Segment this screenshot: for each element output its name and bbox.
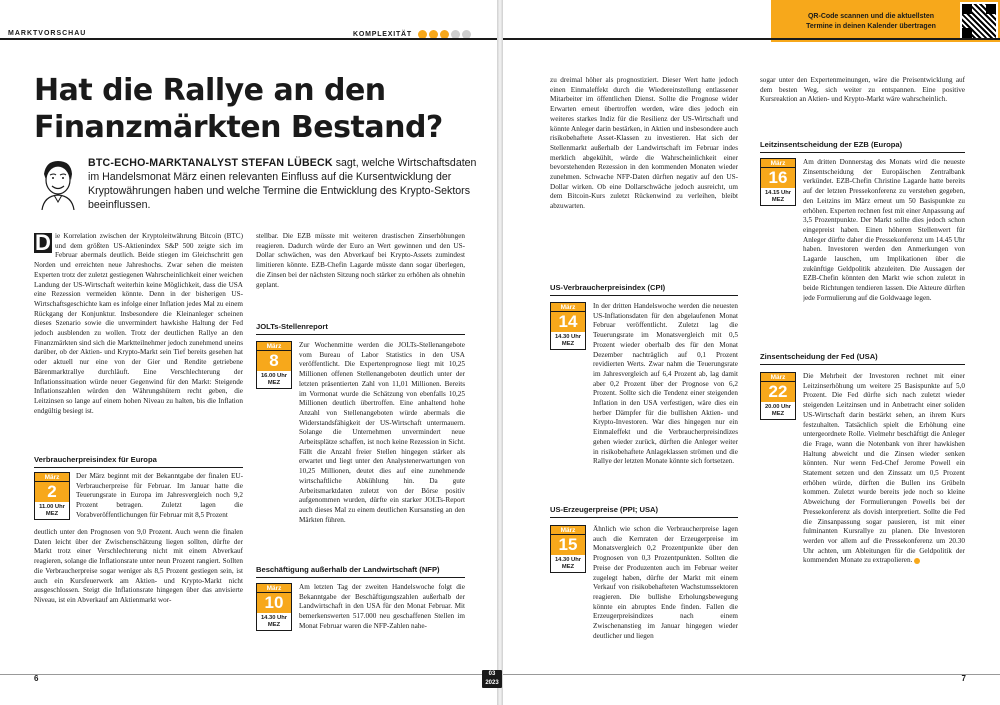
body-text: ie Korrelation zwischen der Kryptoleitwährung Bitcoin (BTC) und dem größten US-Aktienindex S&P 500 zeigte sich im Februar abermals deutlich. Beide stiegen im Gleichschritt gen Norden und erreichten neue Jahreshochs. Zwar sehen die meisten Experten trotz der zuletzt gestiegenen Wahrscheinlichkeit einer weichen Landung der US-Wirtschaft weiterhin keine Möglichkeit, dass die USA eine Rezession vermeiden könnte. Denn in der bisherigen US-Wirtschaftsgeschichte kam es infolge einer Inflation jedes Mal zu einem Rückgang der Konjunktur. Insbesondere die Kleinanleger scheinen dieses Szenario sowie die unvermindert hawkishe Haltung der Fed jedoch ausblenden zu wollen. Trotz der deutlichen Rallye an den Finanzmärkten sind sich die Marktteilnehmer jedoch zunehmend uneins darüber, ob der Aktien- und Krypto-Markt sein Tief bereits gesehen hat oder aktuell nur eine von der Gier und Rendite getriebene Bärenmarktrallye durchläuft. Eine Verschlechterung der Inflationssituation würde neuer Gegenwind für den Markt: Steigende Inflationszahlen würden den Währungshütern recht geben, die Leitzinsen so lange auf einem hohen Niveau zu halten, bis die Inflation endgültig besiegt ist. — [34, 232, 243, 415]
section-label: MARKTVORSCHAU — [8, 30, 87, 37]
qr-banner-line-2: Termine in deinen Kalender übertragen — [806, 23, 936, 30]
calendar-month: März — [35, 473, 69, 482]
column-1-top — [34, 232, 243, 456]
subheading-ecb: Leitzinsentscheidung der EZB (Europa) — [760, 140, 965, 153]
column-4-bottom — [803, 372, 965, 616]
calendar-badge — [760, 158, 796, 206]
qr-banner — [771, 0, 961, 42]
body-text: zu dreimal höher als prognostiziert. Dieser Wert hatte jedoch einen Einmaleffekt durch die Wiedereinstellung entlassener Mitarbeiter im öffentlichen Dienst. Sollte die Prognose wider Erwarten erneut übertroffen werden, wäre dies jedoch ein weiteres starkes Indiz für die Resilienz der US-Wirtschaft und könnte Anleger darin bestärken, in Aktien und insbesondere auch risikobehaftete Asset-Klassen zu investieren. Hat sich der Stellenmarkt außerhalb der Landwirtschaft im Februar indes merklich abgekühlt, würde die Wahrscheinlichkeit einer bevorstehenden Rezession in den kommenden Monaten wieder zunehmen. Schwache NFP-Daten dürften negativ auf den US-Dollar wirken. Ob eine Dollarschwäche jedoch ausreicht, um dem Bitcoin-Kurs zuletzt Rückenwind zu verleihen, bleibt abzuwarten. — [550, 76, 738, 211]
column-2-middle — [299, 341, 465, 556]
subheading-nfp: Beschäftigung außerhalb der Landwirtschaft (NFP) — [256, 565, 465, 578]
calendar-time: 14.30 Uhr MEZ — [554, 557, 582, 570]
qr-code-pattern — [962, 4, 996, 38]
calendar-badge — [34, 472, 70, 520]
subheading-us-cpi: US-Verbraucherpreisindex (CPI) — [550, 283, 738, 296]
column-3-middle — [593, 302, 738, 497]
calendar-badge — [550, 302, 586, 350]
calendar-badge — [760, 372, 796, 420]
body-text-continued: deutlich unter den Prognosen von 9,0 Prozent. Auch wenn die finalen Daten leicht über der Zwischenschätzung liegen sollten, dürfte der Markt trotz einer Verschlechterung nicht mit einem Abverkauf reagieren, solange die Inflationsrate unter neun Prozent rangiert. Sollten die Verbraucherpreise sogar weniger als 8,5 Prozent gestiegen sein, ist auch ein Kursfeuerwerk am Aktien- und Krypto-Markt nicht ausgeschlossen. Steigt die Inflationsrate hingegen über das anvisierte Niveau, ist ein Abverkauf am Aktienmarkt wor- — [34, 528, 243, 604]
headline-line-2: Finanzmärkten Bestand? — [34, 110, 443, 145]
author-portrait — [38, 158, 78, 210]
column-1-beside-badge — [76, 472, 243, 528]
calendar-month: März — [761, 159, 795, 168]
calendar-time: 14.15 Uhr MEZ — [764, 190, 792, 203]
calendar-time: 14.30 Uhr MEZ — [260, 615, 288, 628]
calendar-day: 22 — [761, 382, 795, 402]
complexity-label: KOMPLEXITÄT — [353, 31, 412, 38]
body-text: sogar unter den Expertenmeinungen, wäre die Preisentwicklung auf dem besten Weg, sich weiter zu entspannen. Eine positive Kursreaktion an Aktien- und Krypto-Markt wäre wahrscheinlich. — [760, 76, 965, 104]
footer-rule — [0, 674, 497, 675]
subheading-jolts: JOLTs-Stellenreport — [256, 322, 465, 335]
header-rule — [503, 38, 1000, 40]
body-text: Zur Wochenmitte werden die JOLTs-Stellenangebote vom Bureau of Labor Statistics in den USA veröffentlicht. Die Expertenprognose liegt mit 10,25 Millionen offenen Stellenangeboten deutlich unter der letzten präsentierten Zahl von 11,01 Millionen. Bereits im Vormonat wurde die Schätzung von ebenfalls 10,25 Millionen deutlich übertroffen. Eine anhaltend hohe Anzahl von Stellenangeboten würde abermals die Widerstandsfähigkeit der US-Wirtschaft untermauern. Solange die Unternehmen unvermindert neue Arbeitsplätze schaffen, ist noch keine Rezession in Sicht. Fällt die Anzahl freier Stellen hingegen stärker als erwartet und liegt unter den Analystenerwartungen von 10,25 Millionen, deutet dies auf eine zunehmende wirtschaftliche Abkühlung hin. Da gute Arbeitsmarktdaten zuletzt von der Börse positiv aufgenommen wurden, dürfte ein starker JOLTs-Report auch dieses Mal zu einem deutlichen Kursanstieg an den Märkten führen. — [299, 341, 465, 524]
calendar-day: 16 — [761, 168, 795, 188]
subheading-us-ppi: US-Erzeugerpreise (PPI; USA) — [550, 505, 738, 518]
calendar-month: März — [761, 373, 795, 382]
calendar-month: März — [551, 303, 585, 312]
qr-banner-line-1: QR-Code scannen und die aktuellsten — [807, 13, 935, 20]
header-rule — [0, 38, 497, 40]
calendar-time: 11.00 Uhr MEZ — [39, 504, 65, 517]
body-text: Die Mehrheit der Investoren rechnet mit einer Leitzinserhöhung um weitere 25 Basispunkte auf 5,0 Prozent. Die Fed dürfte sich nach zuletzt wieder steigenden Leitzinsen und in Anbetracht einer soliden US-Wirtschaft darin bestärkt sehen, an ihrem Kurs festzuhalten. Tatsächlich spielt die Erhöhung eine untergeordnete Rolle. Vielmehr beschäftigt die Anleger die Frage, wann die Notenbank von ihrer hawkishen Haltung abweicht und die Zinsen wieder senken könnten. Nur wenn Fed-Chef Jerome Powell ein Statement setzen und den Zinssatz um 0,5 Prozent erhöhen würde, dürften die Bullen ins Grübeln kommen. Zuletzt wurde bereits jede noch so kleine Abweichung der Formulierungen Powells bei der Pressekonferenz als dovish interpretiert. Sollte die Fed die Zinsanpassung sogar pausieren, ist mit einer fulminanten Kursrallye zu planen. Die Investoren werden vor allem auf die Pressekonferenz um 20.30 Uhr achten, um Ableitungen für die Geldpolitik der kommenden Monate zu extrapolieren. — [803, 372, 965, 565]
end-mark-icon — [914, 558, 920, 564]
page-number-left: 6 — [34, 674, 39, 683]
calendar-month: März — [551, 526, 585, 535]
calendar-time: 16.00 Uhr MEZ — [260, 373, 288, 386]
body-text: stellbar. Die EZB müsste mit weiteren drastischen Zinserhöhungen reagieren. Dadurch würde der Euro an Wert gewinnen und den US-Dollar schwächen, was den Abverkauf bei Krypto-Assets zumindest limitieren könnte. EZB-Chefin Lagarde müsste dann sogar überlegen, die Zinsen bei der nächsten Sitzung noch stärker zu erhöhen als ohnehin geplant. — [256, 232, 465, 289]
calendar-day: 2 — [35, 482, 69, 502]
body-text: Ähnlich wie schon die Verbraucherpreise lagen auch die Kernraten der Erzeugerpreise im Monatsvergleich 0,2 Prozentpunkte über den Prognosen von 0,3 Prozentpunkten. Sollten die Preise der Produzenten auch im Februar weiter zugelegt haben, dürfte der Markt mit einem Verkauf von risikobehafteten Wachstumssektoren reagieren. Die bullishe Erholungsbewegung könnte ein abruptes Ende finden. Fallen die Erzeugerpreisindizes nach einem Zwischenanstieg im Januar hingegen wieder deutlicher und liegen — [593, 525, 738, 640]
body-text: In der dritten Handelswoche werden die neuesten US-Inflationsdaten für den abgelaufenen Monat Februar veröffentlicht. Zuletzt lag die Teuerungsrate im Monatsvergleich mit 0,5 Prozent wieder oberhalb des für den Monat Dezember nachträglich auf 0,1 Prozent revidierten Werts. Zwar nahm die Teuerungsrate im Jahresvergleich auf 6,4 Prozent ab, lag damit aber 0,2 Prozent über der Prognose von 6,2 Prozent. Sollte sich die Tendenz einer steigenden Inflation in den USA verfestigen, wäre dies ein herber Dämpfer für die bullishen Aktien- und Krypto-Investoren. War dies hingegen nur ein Einmaleffekt und die Verbraucherpreisindizes gehen wieder zurück, dürften die Anleger weiter in risikobehaftete Anlageklassen strömen und die Rallye der letzten Monate könnte sich fortsetzen. — [593, 302, 738, 466]
body-text: Der März beginnt mit der Bekanntgabe der finalen EU-Verbraucherpreise für Februar. Im Januar hatte die Teuerungsrate in Europa im Jahresvergleich noch 9,2 Prozent betragen. Zuletzt lagen die Vorabveröffentlichungen für Februar mit 8,5 Prozent — [76, 472, 243, 519]
calendar-badge — [550, 525, 586, 573]
subheading-eu-cpi: Verbraucherpreisindex für Europa — [34, 455, 243, 468]
page-number-right: 7 — [961, 674, 966, 683]
calendar-day: 14 — [551, 312, 585, 332]
calendar-badge — [256, 583, 292, 631]
calendar-month: März — [257, 342, 291, 351]
left-page — [0, 0, 497, 705]
calendar-badge — [256, 341, 292, 389]
subheading-fed: Zinsentscheidung der Fed (USA) — [760, 352, 965, 365]
footer-rule — [503, 674, 1000, 675]
column-2-top — [256, 232, 465, 312]
column-4-middle — [803, 158, 965, 346]
column-3-top — [550, 76, 738, 273]
headline — [34, 72, 443, 146]
calendar-day: 15 — [551, 535, 585, 555]
body-text: Am letzten Tag der zweiten Handelswoche folgt die Bekanntgabe der Beschäftigungszahlen außerhalb der Landwirtschaft in den USA für den Monat Februar. Mit bemerkenswerten 517.000 neu geschaffenen Stellen im Monat Februar waren die NFP-Zahlen nahe- — [299, 583, 465, 630]
right-page — [503, 0, 1000, 705]
body-text: Am dritten Donnerstag des Monats wird die neueste Zinsentscheidung der Europäischen Zentralbank verkündet. EZB-Chefin Christine Lagarde hatte bereits auf der letzten Pressekonferenz zu verstehen gegeben, den Leitzins im März erneut um 50 Basispunkte zu erhöhen. Experten rechnen fest mit einer Anpassung auf 3,5 Prozentpunkte. Der Markt sollte dies jedoch schon eingepreist haben. Einen höheren Stellenwert für Anleger dürfte daher die Pressekonferenz um 14.45 Uhr haben. Investoren werden den Anmerkungen von Lagarde lauschen, um Implikationen über die zukünftige Geldpolitik abzuleiten. Die Aussagen der EZB-Chefin könnten den Markt wie schon zuletzt in beide Richtungen tendieren lassen. Die Akteure dürften jede Formulierung auf die Goldwaage legen. — [803, 158, 965, 302]
qr-code[interactable] — [958, 0, 1000, 42]
column-4-top — [760, 76, 965, 134]
drop-cap: D — [35, 232, 51, 255]
magazine-logo: 03 2023 — [482, 670, 502, 688]
calendar-day: 10 — [257, 593, 291, 613]
column-3-bottom — [593, 525, 738, 647]
headline-line-1: Hat die Rallye an den — [34, 73, 386, 108]
calendar-month: März — [257, 584, 291, 593]
calendar-day: 8 — [257, 351, 291, 371]
calendar-time: 20.00 Uhr MEZ — [764, 404, 792, 417]
calendar-time: 14.30 Uhr MEZ — [554, 334, 582, 347]
intro-paragraph — [88, 156, 478, 212]
intro-text: sagt, welche Wirtschaftsdaten im Handelsmonat März einen relevanten Einfluss auf die Kursentwicklung der Kryptowährungen haben und welche Termine die Entwicklung des Krypto-Sektors beeinflussen. — [88, 157, 477, 211]
column-2-bottom — [299, 583, 465, 647]
column-1-bottom — [34, 528, 243, 646]
intro-author: BTC-ECHO-MARKTANALYST STEFAN LÜBECK — [88, 157, 333, 169]
